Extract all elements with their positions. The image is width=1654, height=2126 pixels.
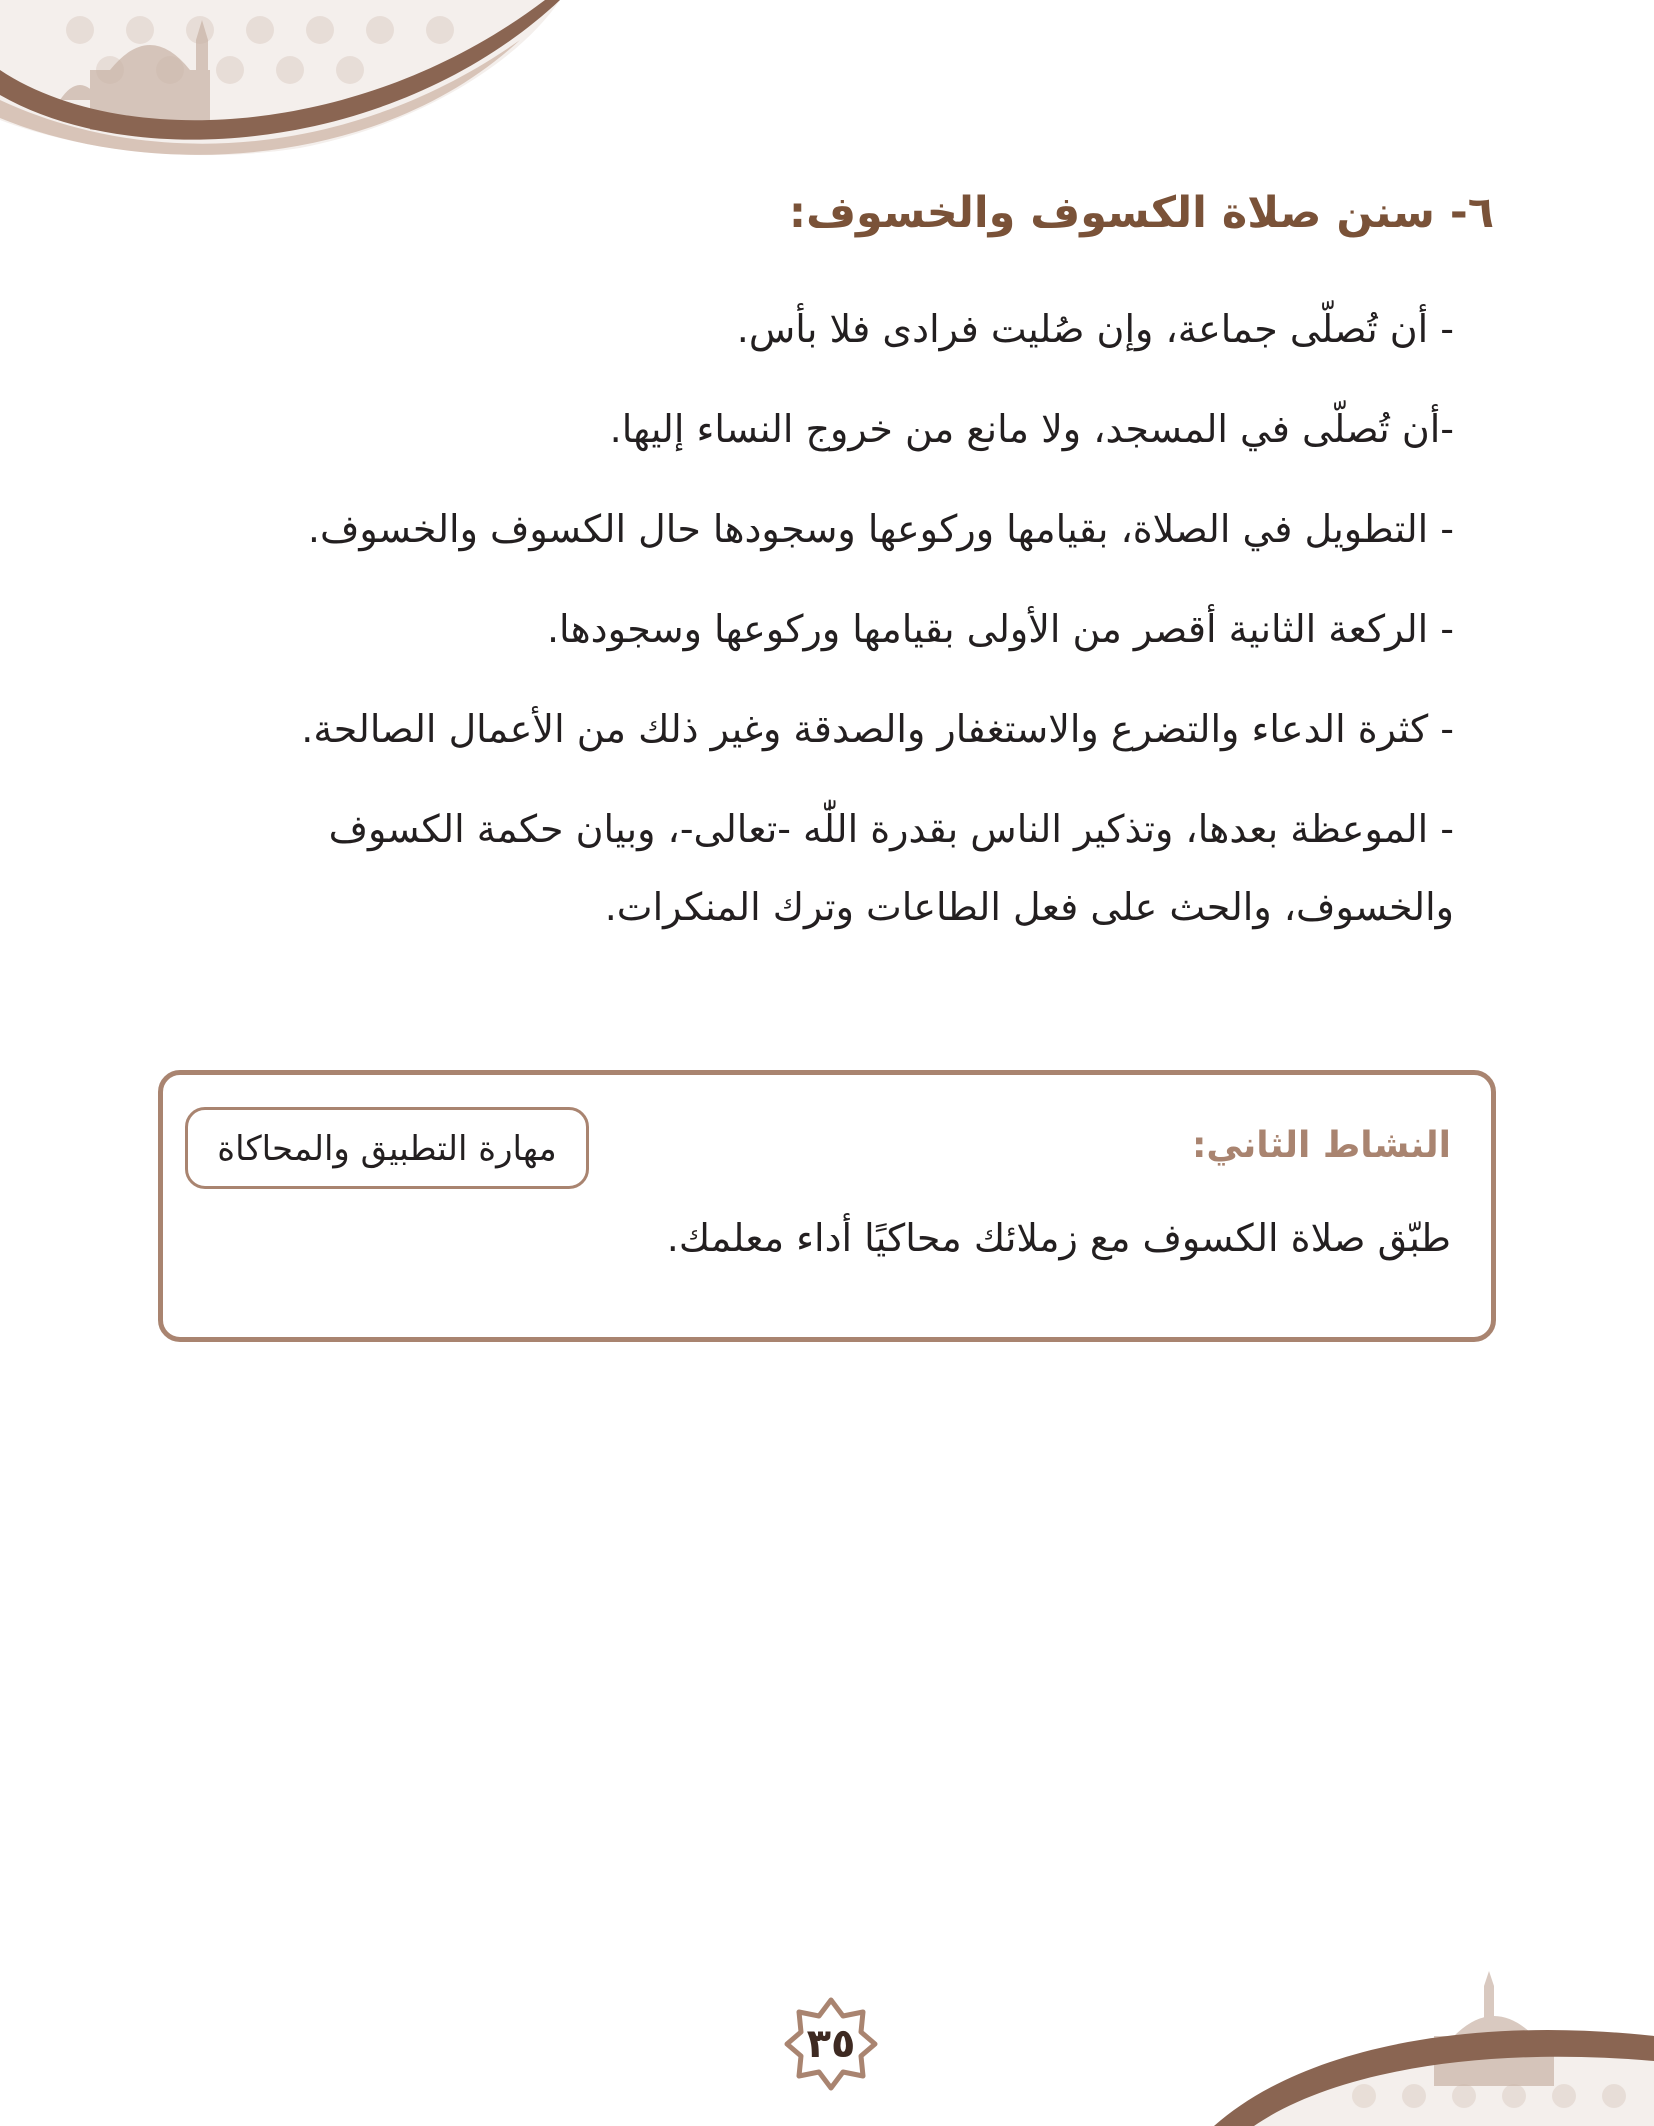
list-item: - كثرة الدعاء والتضرع والاستغفار والصدقة وغير ذلك من الأعمال الصالحة. (301, 707, 1454, 751)
page-number-badge (783, 1996, 879, 2092)
activity-box (158, 1070, 1496, 1342)
list-item: - أن تُصلّى جماعة، وإن صُليت فرادى فلا بأس. (736, 307, 1454, 351)
page-number: ٣٥ (806, 2021, 856, 2067)
activity-title: النشاط الثاني: (1191, 1125, 1451, 1166)
bottom-decorative-ornament (1214, 1966, 1654, 2126)
top-decorative-ornament (0, 0, 560, 160)
section-heading: ٦- سنن صلاة الكسوف والخسوف: (788, 188, 1494, 238)
list-item: - التطويل في الصلاة، بقيامها وركوعها وسجودها حال الكسوف والخسوف. (307, 507, 1454, 551)
activity-text: طبّق صلاة الكسوف مع زملائك محاكيًا أداء معلمك. (666, 1216, 1451, 1260)
list-item: -أن تُصلّى في المسجد، ولا مانع من خروج النساء إليها. (609, 407, 1454, 451)
list-item: - الموعظة بعدها، وتذكير الناس بقدرة اللّٰه -تعالى-، وبيان حكمة الكسوف والخسوف، والحث على فعل الطاعات وترك المنكرات. (328, 807, 1454, 929)
skill-tag: مهارة التطبيق والمحاكاة (185, 1107, 589, 1189)
list-item: - الركعة الثانية أقصر من الأولى بقيامها وركوعها وسجودها. (546, 607, 1454, 651)
